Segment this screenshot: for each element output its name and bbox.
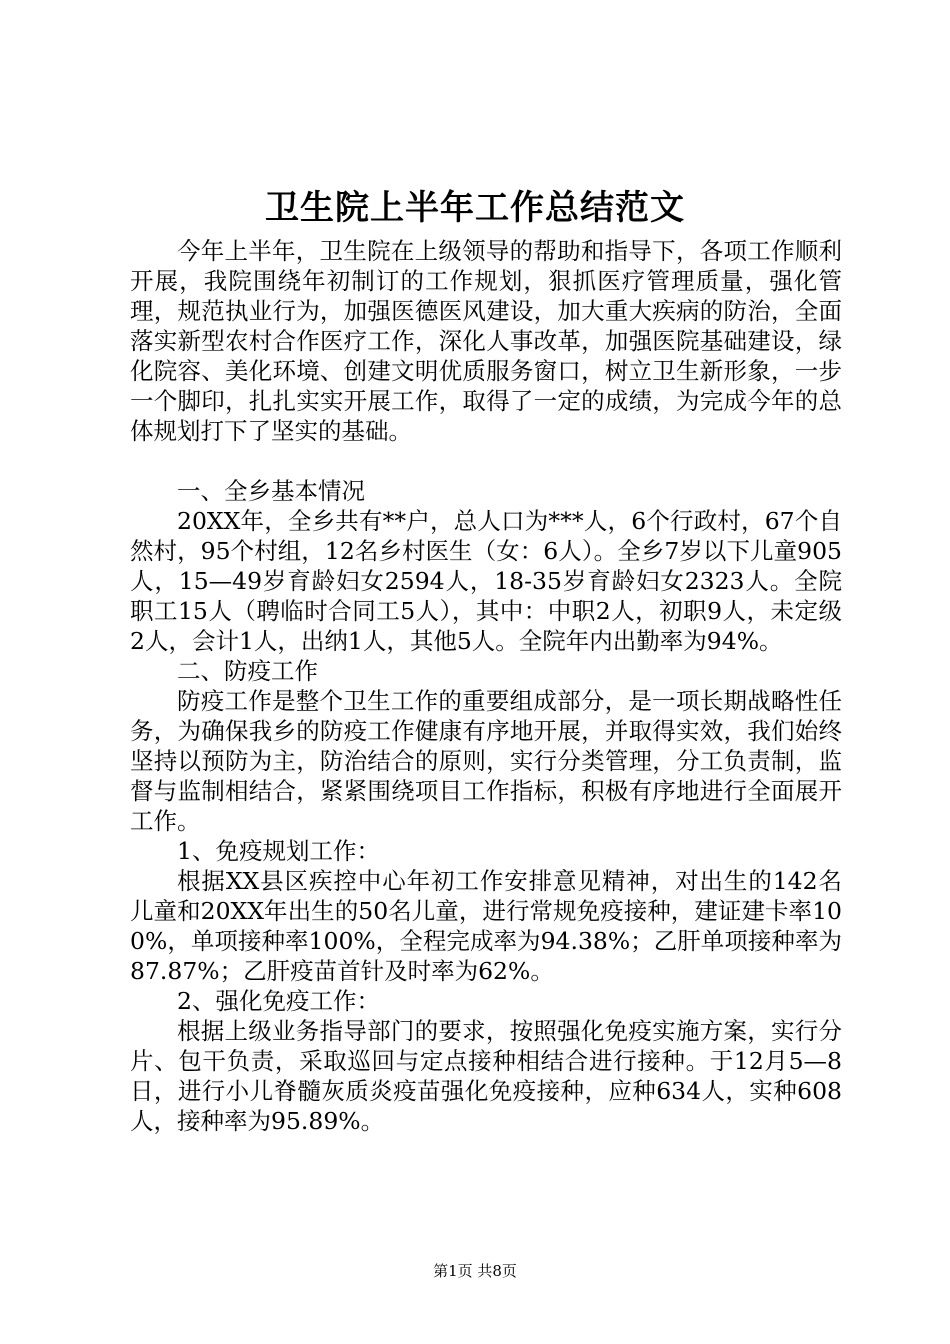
section-heading-basic-info: 一、全乡基本情况 (177, 477, 365, 505)
subheading-immunization-plan: 1、免疫规划工作： (177, 837, 380, 865)
basic-info-paragraph: 20XX年，全乡共有**户，总人口为***人，6个行政村，67个自然村，95个村组，12名乡村医生（女：6人）。全乡7岁以下儿童905人，15—49岁育龄妇女2594人，18-35岁育龄妇女2323人。全院职工15人（聘临时合同工5人），其中：中职2人，初职9人，未定级2人，会计1人，出纳1人，其他5人。全院年内出勤率为94%。 (130, 507, 842, 655)
immunization-plan-paragraph: 根据XX县区疾控中心年初工作安排意见精神，对出生的142名儿童和20XX年出生的50名儿童，进行常规免疫接种，建证建卡率100%，单项接种率100%，全程完成率为94.38%；乙肝单项接种率为87.87%；乙肝疫苗首针及时率为62%。 (130, 867, 842, 985)
page-footer: 第1页 共8页 (433, 1262, 517, 1280)
document-title: 卫生院上半年工作总结范文 (265, 188, 685, 228)
document-body (130, 236, 842, 1136)
epidemic-prevention-paragraph: 防疫工作是整个卫生工作的重要组成部分，是一项长期战略性任务，为确保我乡的防疫工作健康有序地开展，并取得实效，我们始终坚持以预防为主，防治结合的原则，实行分类管理，分工负责制，监督与监制相结合，紧紧围绕项目工作指标，积极有序地进行全面展开工作。 (130, 687, 842, 835)
subheading-intensified-immunization: 2、强化免疫工作： (177, 987, 380, 1015)
intensified-immunization-paragraph: 根据上级业务指导部门的要求，按照强化免疫实施方案，实行分片、包干负责，采取巡回与定点接种相结合进行接种。于12月5—8日，进行小儿脊髓灰质炎疫苗强化免疫接种，应种634人，实种608人，接种率为95.89%。 (130, 1017, 842, 1135)
intro-paragraph: 今年上半年，卫生院在上级领导的帮助和指导下，各项工作顺利开展，我院围绕年初制订的工作规划，狠抓医疗管理质量，强化管理，规范执业行为，加强医德医风建设，加大重大疾病的防治，全面落实新型农村合作医疗工作，深化人事改革，加强医院基础建设，绿化院容、美化环境、创建文明优质服务窗口，树立卫生新形象，一步一个脚印，扎扎实实开展工作，取得了一定的成绩，为完成今年的总体规划打下了坚实的基础。 (130, 237, 842, 445)
section-heading-epidemic-prevention: 二、防疫工作 (177, 657, 318, 685)
